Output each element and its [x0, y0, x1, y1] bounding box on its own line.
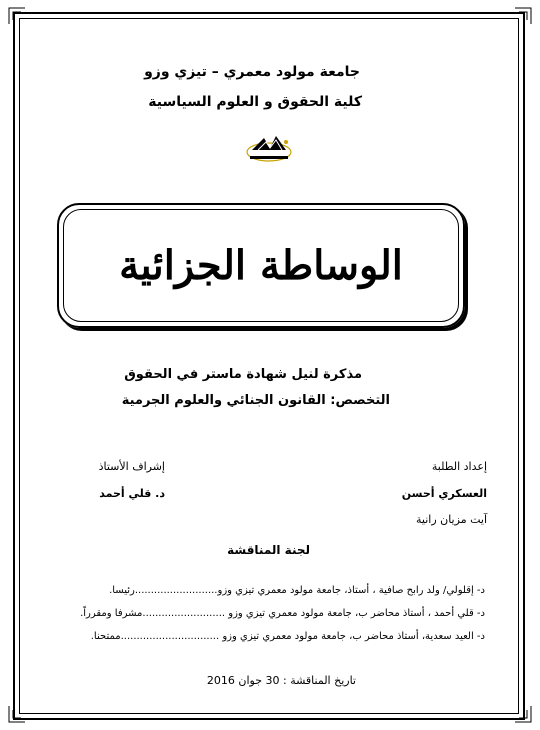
corner-ornament-icon [514, 7, 532, 25]
supervisor-heading: إشراف الأستاذ [98, 460, 165, 473]
student-name: العسكري أحسن [401, 487, 487, 500]
supervisor-name: د. قلي أحمد [99, 487, 165, 500]
specialization: التخصص: القانون الجنائي والعلوم الجرمية [121, 393, 390, 408]
jury-member: د- إقلولي/ ولد رابح صافية ، أستاذ، جامعة مولود معمري تيزي وزو..........................رئيسا. [109, 585, 485, 596]
faculty-name: كلية الحقوق و العلوم السياسية [148, 94, 362, 110]
corner-ornament-icon [514, 705, 532, 723]
student-name: آيت مزيان رانية [415, 513, 487, 526]
jury-member: د- العيد سعدية، أستاذ محاضر ب، جامعة مولود معمري تيزي وزو ...............................ممتحنا. [90, 631, 485, 642]
corner-ornament-icon [8, 705, 26, 723]
jury-member: د- قلي أحمد ، أستاذ محاضر ب، جامعة مولود معمري تيزي وزو ..........................مشرفا ومقرراً. [80, 608, 485, 619]
students-heading: إعداد الطلبة [431, 460, 487, 473]
university-name: جامعة مولود معمري – تيزي وزو [144, 64, 360, 80]
jury-heading: لجنة المناقشة [227, 543, 310, 557]
university-logo-icon [240, 130, 298, 166]
corner-ornament-icon [8, 7, 26, 25]
memo-label: مذكرة لنيل شهادة ماستر في الحقوق [124, 367, 362, 382]
defense-date: تاريخ المناقشة : 30 جوان 2016 [206, 674, 356, 687]
thesis-title: الوساطة الجزائية [119, 242, 403, 289]
